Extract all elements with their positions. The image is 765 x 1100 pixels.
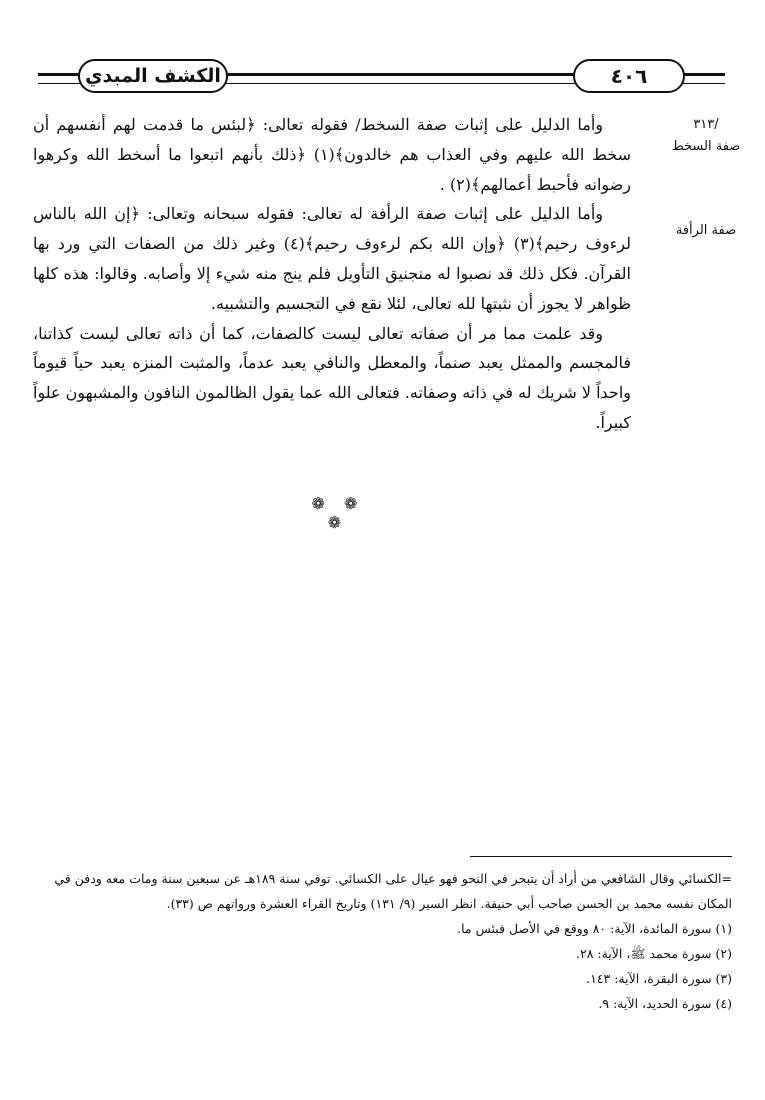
- footnote-divider: [470, 856, 732, 857]
- footnote-3: (٣) سورة البقرة، الآية: ١٤٣.: [586, 971, 732, 986]
- paragraph-conclusion: وقد علمت مما مر أن صفاته تعالى ليست كالصفات، كما أن ذاته تعالى ليست كذاتنا، فالمجسم والممثل يعبد صنماً، والمعطل والنافي يعبد عدماً، والمثبت المنزه يعبد حياً قيوماً واحداً لا شريك له في ذاته وصفاته. فتعالى الله عما يقول الظالمون النافون والمشبهون علواً كبيراً.: [33, 323, 631, 432]
- paragraph-compassion: وأما الدليل على إثبات صفة الرأفة له تعالى: فقوله سبحانه وتعالى: ﴿إن الله بالناس لرءوف رحيم﴾(٣) ﴿وإن الله بكم لرءوف رحيم﴾(٤) وغير ذلك من الصفات التي ورد بها القرآن. فكل ذلك قد نصبوا له منجنيق التأويل فلم ينج منه شيء إلا وأصابه. وقالوا: هذه كلها ظواهر لا يجوز أن نثبتها لله تعالى، لئلا نقع في التجسيم والتشبيه.: [33, 204, 631, 313]
- page-header: [38, 58, 725, 94]
- page-number: ٤٠٦: [573, 59, 685, 93]
- footnote-1: (١) سورة المائدة، الآية: ٨٠ ووقع في الأصل فبئس ما.: [457, 921, 732, 936]
- book-title: الكشف المبدي: [78, 59, 228, 93]
- margin-note-compassion: صفة الرأفة: [675, 223, 737, 238]
- footnote-4: (٤) سورة الحديد، الآية: ٩.: [598, 996, 732, 1011]
- margin-note-wrath: صفة السخط: [671, 139, 741, 154]
- section-separator: ❁ ❁ ❁: [311, 494, 365, 532]
- footnotes: [36, 866, 732, 1016]
- main-text: [33, 110, 631, 438]
- footnote-2: (٢) سورة محمد ﷺ، الآية: ٢٨.: [576, 946, 732, 961]
- margin-reference: ٣١٣/: [693, 117, 719, 132]
- footnote-continuation: =الكسائي وقال الشافعي من أراد أن يتبحر في النحو فهو عيال على الكسائي. توفي سنة ١٨٩هـ عن سبعين سنة ومات معه ودفن في المكان نفسه محمد بن الحسن صاحب أبي حنيفة. انظر السير (٩/ ١٣١) وتاريخ القراء العشرة ورواتهم ص (٣٣).: [54, 871, 732, 911]
- paragraph-wrath: وأما الدليل على إثبات صفة السخط/ فقوله تعالى: ﴿لبئس ما قدمت لهم أنفسهم أن سخط الله عليهم وفي العذاب هم خالدون﴾(١) ﴿ذلك بأنهم اتبعوا ما أسخط الله وكرهوا رضوانه فأحبط أعمالهم﴾(٢) .: [33, 115, 631, 194]
